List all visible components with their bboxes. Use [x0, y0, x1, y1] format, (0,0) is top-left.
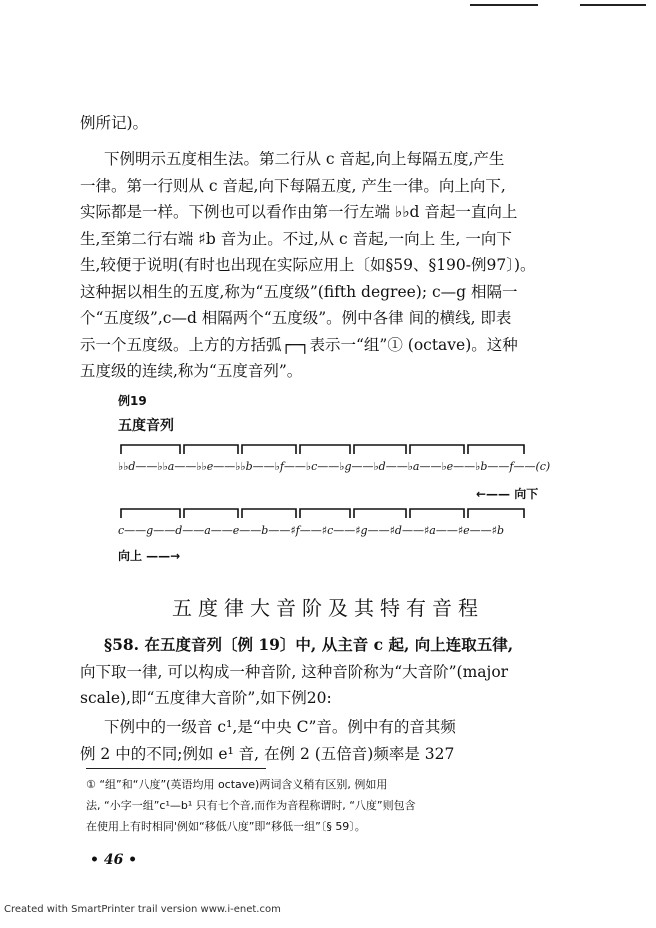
paragraph-major-scale — [80, 632, 572, 712]
text-line: 个“五度级”,c—d 相隔两个“五度级”。例中各律 间的横线, 即表 — [80, 309, 512, 327]
text-line: 下例中的一级音 c¹,是“中央 C”音。例中有的音其频 — [104, 718, 456, 736]
footnote-line: 法, “小字一组”c¹—b¹ 只有七个音,而作为音程称谓时, “八度”则包含 — [86, 799, 416, 812]
paragraph-fifth-generation — [80, 146, 572, 385]
paragraph-middle-c — [80, 714, 572, 767]
example-label: 例19 — [118, 394, 147, 408]
watermark-text: Created with SmartPrinter trail version www.i-enet.com — [4, 904, 281, 915]
footnote-rule — [86, 768, 266, 769]
text-line: 这种据以相生的五度,称为“五度级”(fifth degree); c—g 相隔一 — [80, 282, 518, 301]
text-line: 生,至第二行右端 ♯b 音为止。不过,从 c 音起,一向上 生, 一向下 — [80, 229, 512, 248]
text-line: 向下取一律, 可以构成一种音阶, 这种音阶称为“大音阶”(major — [80, 662, 509, 681]
footnote-line: ① “组”和“八度”(英语均用 octave)两词含义稍有区别, 例如用 — [86, 778, 388, 791]
text-line: 一律。第一行则从 c 音起,向下每隔五度, 产生一律。向上向下, — [80, 176, 506, 195]
fifth-series-row-up: c——g——d——a——e——b——♯f——♯c——♯g——♯d——♯a——♯e——♯b — [118, 524, 505, 537]
text-line: 下例明示五度相生法。第二行从 c 音起,向上每隔五度,产生 — [104, 150, 505, 168]
direction-up-label: 向上 ——→ — [118, 549, 181, 563]
octave-brackets-row2 — [118, 506, 548, 520]
footnote — [86, 774, 576, 837]
octave-brackets-row1 — [118, 442, 548, 456]
text-line: 例所记)。 — [80, 114, 149, 132]
example-title: 五度音列 — [118, 418, 174, 434]
section-heading: 五度律大音阶及其特有音程 — [172, 596, 484, 620]
direction-down-label: ←—— 向下 — [476, 487, 539, 501]
text-line: scale),即“五度律大音阶”,如下例20: — [80, 689, 332, 707]
text-line: 五度级的连续,称为“五度音列”。 — [80, 362, 303, 380]
text-line: 例 2 中的不同;例如 e¹ 音, 在例 2 (五倍音)频率是 327 — [80, 744, 455, 763]
footnote-line: 在使用上有时相同'例如“移低八度”即“移低一组”〔§ 59〕。 — [86, 820, 366, 833]
top-rule-left — [470, 4, 538, 6]
page-number: • 46 • — [90, 852, 138, 868]
text-line: 生,较便于说明(有时也出现在实际应用上〔如§59、§190-例97〕)。 — [80, 256, 536, 274]
previous-paragraph-ending — [80, 110, 572, 137]
text-line: 示一个五度级。上方的方括弧┌─┐表示一“组”① (octave)。这种 — [80, 335, 518, 354]
text-line: §58. 在五度音列〔例 19〕中, 从主音 c 起, 向上连取五律, — [104, 635, 514, 654]
text-line: 实际都是一样。下例也可以看作由第一行左端 ♭♭d 音起一直向上 — [80, 203, 518, 221]
top-rule-right — [580, 4, 646, 6]
fifth-series-row-down: ♭♭d——♭♭a——♭♭e——♭♭b——♭f——♭c——♭g——♭d——♭a——♭e——♭b——f——(c) — [118, 460, 551, 473]
